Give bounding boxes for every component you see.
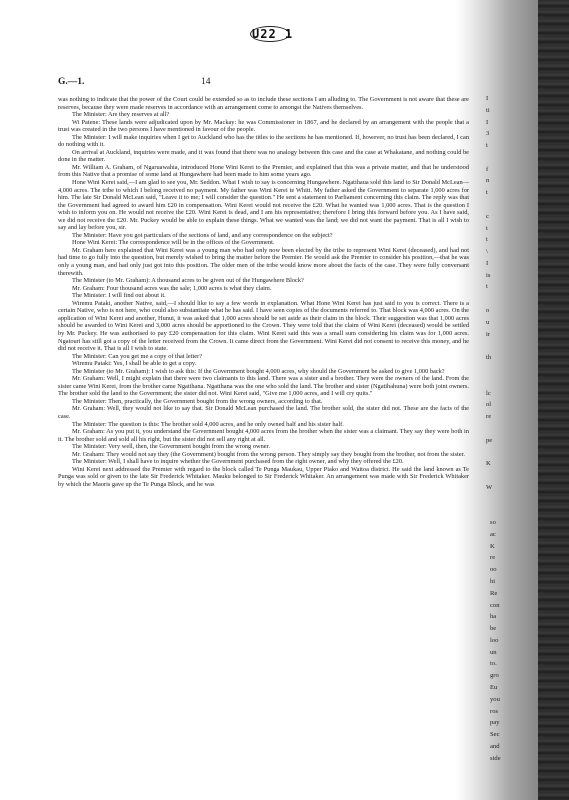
paragraph: On arrival at Auckland, inquiries were made, and it was found that there was no analogy between this case and the case at Whakatane, and nothing could be done in the matter.: [58, 148, 469, 164]
paragraph: The Minister: I will find out about it.: [72, 292, 166, 300]
margin-fragment: pay: [490, 719, 500, 727]
paragraph: Hone Wini Kerei said,—I am glad to see you, Mr. Seddon. What I wish to say is concerning Hungawhere. Ngatihaua sold this land to Sir Donald McLean—4,000 acres. The tribe to which I belong received no payment. My father was Wini Kerei te Whiti. My father asked the Government to separate 1,000 acres for him. The late Sir Donald McLean said, "Leave it to me; I will consider the question." He sent a statement to Parliament concerning this claim. The reply was that the Government had agreed to award him £20 in compensation. Wini Kerei would not receive the £20. What he wanted was 1,000 acres. That is the question I wish to inform you on. He would not receive the £20. Wini Kerei is dead, and I am his representative; therefore I bring this forward before you. As I have said, we did not receive the £20. Mr. Puckey would be able to explain these things. What we wanted was the land; we did not want the payment. That is all I wish to say and lay before you, sir.: [58, 179, 469, 232]
margin-fragment: ti: [486, 106, 490, 114]
margin-fragment: I: [486, 118, 489, 126]
margin-fragment: t: [486, 236, 488, 244]
margin-fragment: side: [490, 754, 501, 762]
margin-fragment: t: [486, 142, 488, 150]
margin-fragment: f: [486, 165, 489, 173]
paragraph: The Minister: I will make inquiries when I get to Auckland who has the titles to the sections he has mentioned. If, however, no trust has been declared, I can do nothing with it.: [58, 133, 469, 149]
margin-fragment: Eu: [490, 684, 498, 691]
margin-fragment: re: [486, 413, 492, 421]
margin-fragment: so: [490, 519, 496, 527]
margin-fragment: t: [486, 224, 488, 232]
paragraph: Mr. Graham: As you put it, you understand the Government bought 4,000 acres from the brother when the sister was a claimant. They say they were both in it. The brother sold and sold all his right, but the sister did not sell any right at all.: [58, 428, 469, 443]
margin-fragment: ac: [490, 530, 496, 538]
margin-fragment: K: [490, 542, 495, 550]
margin-fragment: ha: [490, 613, 497, 621]
margin-fragment: ir: [486, 330, 491, 338]
paragraph: Mr. William A. Graham, of Ngaruawahia, introduced Hone Wini Kerei to the Premier, and explained that this was a private matter, and that he understood from this Native that a promise of some land at Hungawhere had been made to him some years ago.: [58, 163, 469, 179]
paragraph: Wini Kerei next addressed the Premier with regard to the block called Te Punga Maukau, Upper Piako and Waitoa district. He said the land known as Te Punga was sold or given to the late Sir Frederick Whitaker. Mauku belonged to Sir Frederick Whitaker. An arrangement was made with Sir Frederick Whitaker by which the Maoris gave up the Te Punga Block, and he was: [58, 465, 469, 488]
margin-fragment: 3: [486, 130, 490, 138]
margin-fragment: gro: [490, 672, 499, 680]
scan-edge-strip: [538, 0, 569, 800]
handwritten-stamp: U22 1: [252, 27, 294, 41]
margin-fragment: pe: [486, 436, 493, 444]
paragraph: Wi Patene: These lands were adjudicated upon by Mr. Mackay: he was Commissioner in 1867, and he declared by an arrangement with the people that a trust was created in the two persons I have mentioned in favour of the people.: [58, 118, 469, 134]
paragraph: The Minister: Are they reserves at all?: [72, 111, 170, 119]
margin-fragment: ol: [486, 401, 492, 409]
paragraph: Mr. Graham: Four thousand acres was the sale; 1,000 acres is what they claim.: [72, 284, 272, 292]
paragraph: The Minister (to Mr. Graham): A thousand acres to be given out of the Hungawhere Block?: [72, 277, 304, 285]
paragraph: The Minister: Then, practically, the Government bought from the wrong owners, according to that.: [72, 397, 323, 405]
margin-fragment: o: [486, 307, 490, 315]
margin-fragment: Re: [490, 589, 498, 597]
margin-fragment: loo: [490, 636, 499, 644]
margin-fragment: c: [486, 212, 489, 220]
margin-fragment: I: [486, 259, 489, 267]
body-text: [58, 96, 469, 488]
margin-fragment: I: [486, 95, 489, 102]
paragraph: Mr. Graham: Well, they would not like to say that. Sir Donald McLean purchased the land. The brother sold, the sister did not. These are the facts of the case.: [58, 405, 469, 420]
margin-fragment: t: [486, 283, 488, 291]
page-number: 14: [201, 77, 211, 87]
margin-fragment: W: [486, 483, 493, 491]
paragraph: The Minister: Have you got particulars of the sections of land, and any correspondence on the subject?: [72, 231, 333, 239]
margin-fragment: Sec: [490, 731, 500, 739]
paragraph: Wiremu Pataki: Yes, I shall be able to get a copy.: [72, 360, 197, 368]
margin-fragment: re: [490, 554, 496, 562]
paragraph: was nothing to indicate that the power of the Court could be extended so as to include these sections I am alluding to. The Government is not aware that these are reserves, because they were made reserves in accordance with an arrangement come to amongst the Natives themselves.: [58, 96, 469, 111]
margin-fragment: con: [490, 601, 500, 609]
paragraph: Mr. Graham here explained that Wini Kerei was a young man who had only now been elected by the tribe to represent Wini Kerei (deceased), and had not had time to go fully into the question, but merely wished to bring the matter before the Premier. He would ask the Premier to consider his position,—that he was only a young man, and had only just got into this position. The older men of the tribe would know more about the facts of the case. They were fully conversant therewith.: [58, 246, 469, 277]
margin-fragment: \: [486, 248, 488, 256]
margin-fragment: is: [486, 271, 491, 279]
paragraph: Mr. Graham: Well, I might explain that there were two claimants to this land. There was a sister and a brother. They were the owners of the land. From the sister came Wini Kerei, from the brother came Ngatihana. Ngatihana was the one who sold the land. The brother and sister (Ngatihahuna) were both joint owners. The brother sold the land to the Government; the sister did not. Wini Kerei said, "Give me 1,000 acres, and I will cry quits.": [58, 375, 469, 398]
paragraph: Hone Wini Kerei: The correspondence will be in the offices of the Government.: [72, 239, 275, 247]
margin-fragment: to.: [490, 660, 497, 668]
margin-fragment: u: [486, 318, 490, 326]
margin-fragment: be: [490, 625, 497, 633]
margin-fragment: ros: [490, 707, 499, 715]
margin-fragment: lc: [486, 389, 491, 397]
margin-fragment: you: [490, 695, 500, 703]
paragraph: The Minister: The question is this: The brother sold 4,000 acres, and he only owned half and his sister half.: [72, 420, 344, 428]
margin-fragment: n: [486, 177, 490, 185]
paragraph: The Minister: Can you get me a copy of that letter?: [72, 352, 203, 360]
margin-fragment: th: [486, 354, 492, 362]
margin-fragment: K: [486, 460, 491, 468]
facing-page-fragments: [486, 0, 538, 800]
margin-fragment: hi: [490, 577, 496, 585]
paragraph: Wiremu Pataki, another Native, said,—I should like to say a few words in explanation. What Hone Wini Kerei has just said to you is correct. There is a certain Native, who is not here, who could also substantiate what he has said. I have seen copies of the documents referred to. That block was 4,000 acres. On the application of Wini Kerei and another, Hunui, it was asked that 1,000 acres should be set aside as their claim in the block. Their suggestion was that 1,000 acres should be awarded to Wini Kerei and 3,000 acres should be apportioned to the Crown. They were told that the claim of Wini Kerei (deceased) would be settled by Mr. Puckey. He was authorised to pay £20 compensation for this claim. Wini Kerei said this was a small sum considering his claim was for 1,000 acres. Ngatouri has still got a copy of the letter received from the Crown. It came direct from the Government. Wini Kerei did not consent to receive this money, and he did not receive it. That is all I wish to state.: [58, 299, 469, 353]
margin-fragment: un: [490, 648, 497, 656]
margin-fragment: t: [486, 189, 488, 197]
paragraph: The Minister (to Mr. Graham): I wish to ask this: If the Government bought 4,000 acres, why should the Government be asked to give 1,000 back?: [72, 367, 445, 375]
margin-fragment: and: [490, 742, 500, 750]
paragraph: The Minister: Very well, then, the Government bought from the wrong owner.: [72, 443, 270, 451]
section-reference: G.—1.: [58, 77, 85, 87]
margin-fragment: oo: [490, 566, 497, 574]
paragraph: Mr. Graham: They would not say they (the Government) bought from the wrong person. They simply say they bought from the brother, not from the sister.: [72, 450, 465, 458]
paragraph: The Minister: Well, I shall have to inquire whether the Government purchased from the right owner, and why they offered the £20.: [72, 458, 404, 466]
